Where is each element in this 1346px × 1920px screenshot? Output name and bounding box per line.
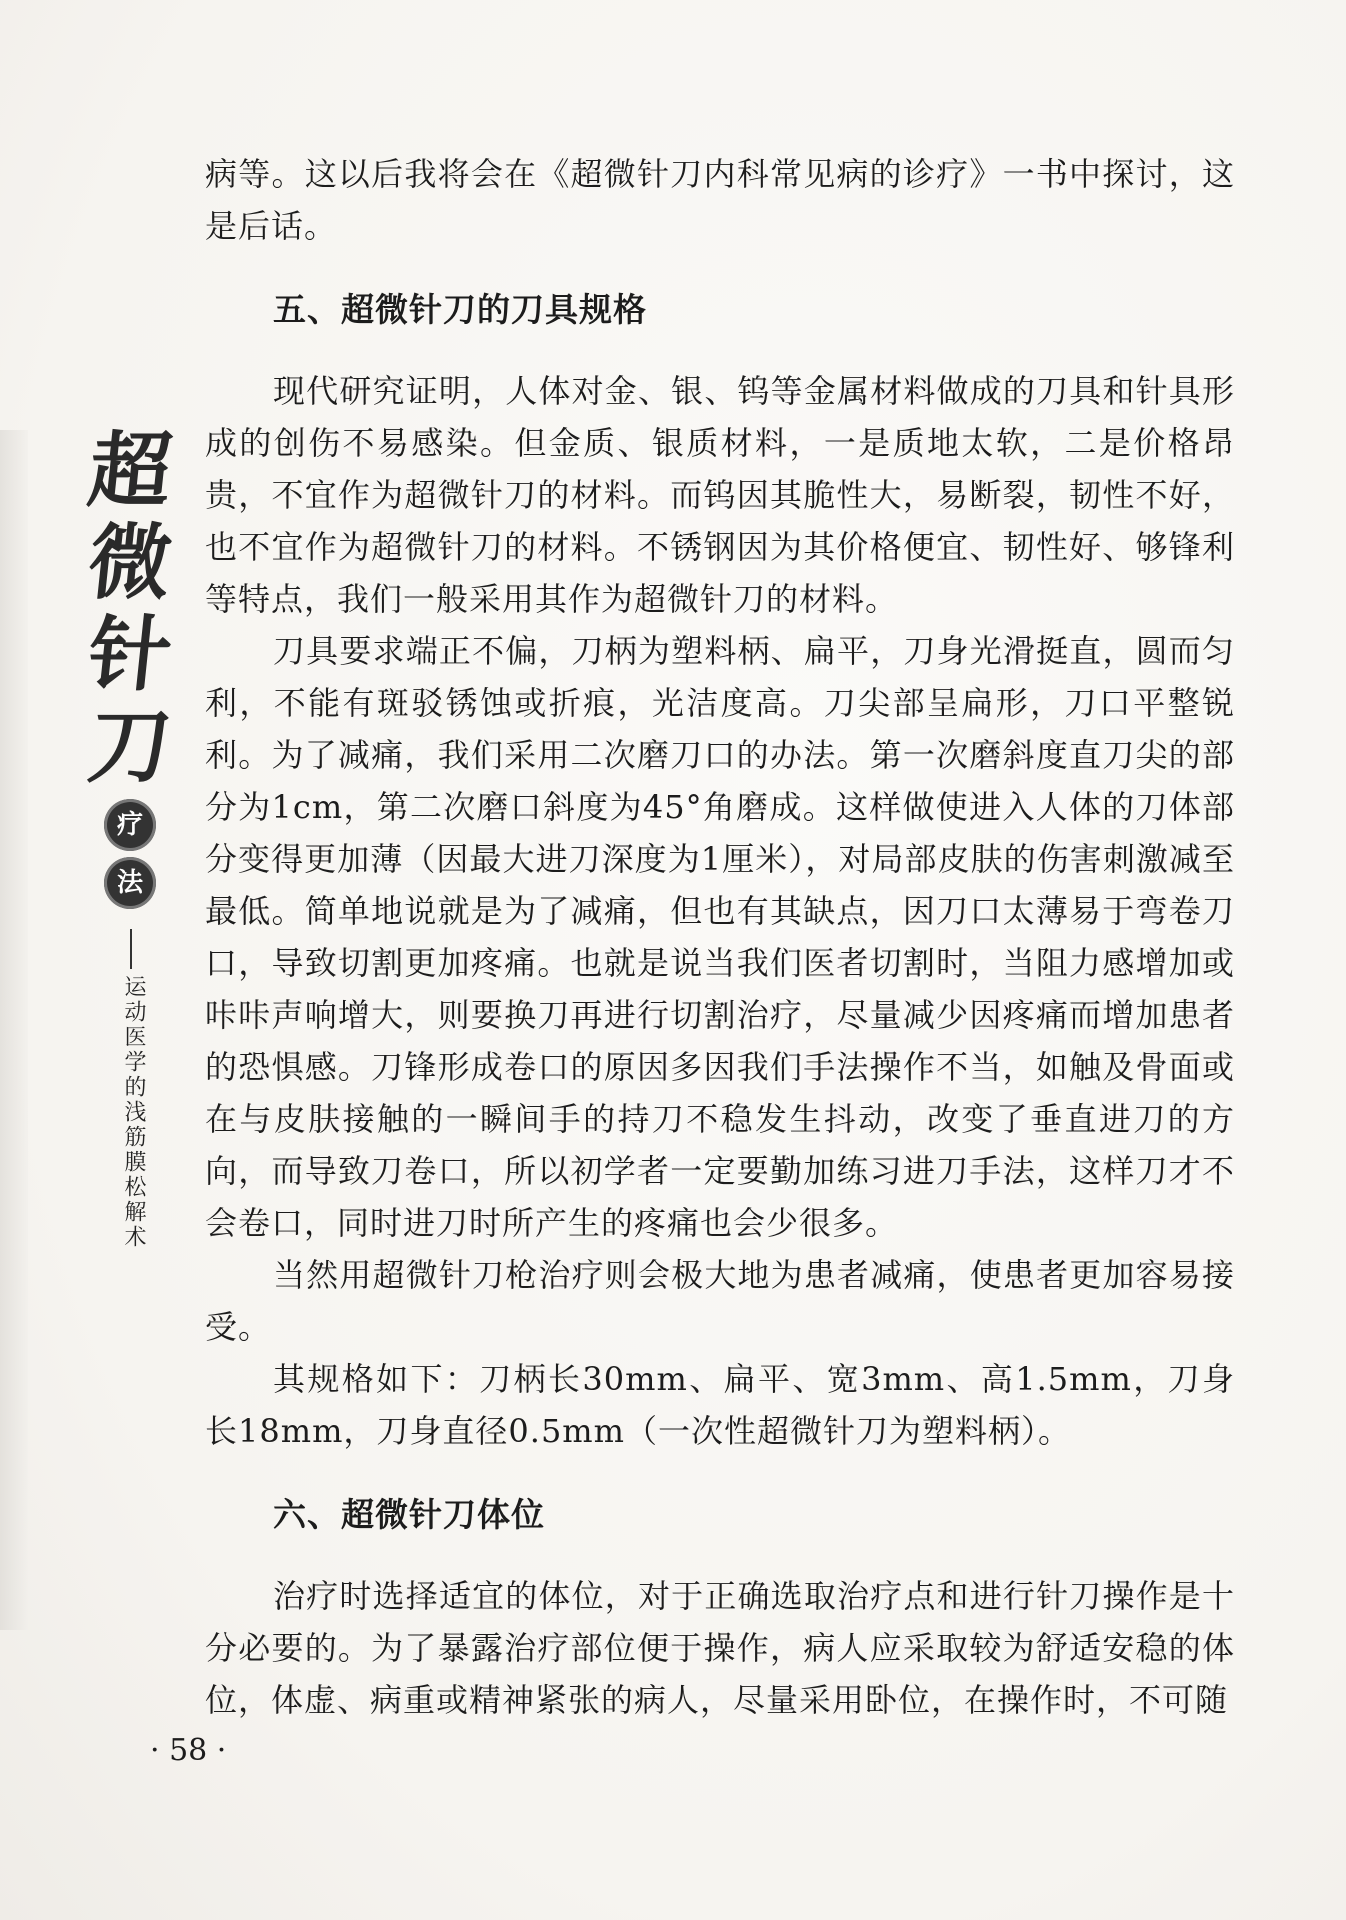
book-title-char-3: 针 <box>83 607 177 703</box>
seal-fa: 法 <box>104 857 156 909</box>
section-5-paragraph-3: 当然用超微针刀枪治疗则会极大地为患者减痛，使患者更加容易接受。 <box>205 1256 1235 1346</box>
book-title-char-4: 刀 <box>83 699 177 795</box>
seal-liao: 疗 <box>104 799 156 851</box>
book-title-char-1: 超 <box>83 423 177 519</box>
subtitle-dash <box>130 929 132 969</box>
book-subtitle <box>114 929 148 1254</box>
section-5-heading: 五、超微针刀的刀具规格 <box>273 290 647 329</box>
book-subtitle-text: 运动医学的浅筋膜松解术 <box>121 975 146 1250</box>
book-title-char-2: 微 <box>83 515 177 611</box>
section-5-paragraph-4: 其规格如下：刀柄长30mm、扁平、宽3mm、高1.5mm，刀身长18mm，刀身直径0.5mm（一次性超微针刀为塑料柄）。 <box>205 1360 1235 1450</box>
section-6-paragraph-1: 治疗时选择适宜的体位，对于正确选取治疗点和进行针刀操作是十分必要的。为了暴露治疗部位便于操作，病人应采取较为舒适安稳的体位，体虚、病重或精神紧张的病人，尽量采用卧位，在操作时，不可随 <box>205 1577 1235 1719</box>
book-spine-shadow <box>0 430 28 1630</box>
section-5-paragraph-1: 现代研究证明，人体对金、银、钨等金属材料做成的刀具和针具形成的创伤不易感染。但金质、银质材料，一是质地太软，二是价格昂贵，不宜作为超微针刀的材料。而钨因其脆性大，易断裂，韧性不好，也不宜作为超微针刀的材料。不锈钢因为其价格便宜、韧性好、够锋利等特点，我们一般采用其作为超微针刀的材料。 <box>205 372 1235 618</box>
page-body <box>205 148 1235 1726</box>
section-6-heading: 六、超微针刀体位 <box>273 1495 545 1534</box>
section-5-paragraph-2: 刀具要求端正不偏，刀柄为塑料柄、扁平，刀身光滑挺直，圆而匀利，不能有斑驳锈蚀或折痕，光洁度高。刀尖部呈扁形，刀口平整锐利。为了减痛，我们采用二次磨刀口的办法。第一次磨斜度直刀尖的部分为1cm，第二次磨口斜度为45°角磨成。这样做使进入人体的刀体部分变得更加薄（因最大进刀深度为1厘米），对局部皮肤的伤害刺激减至最低。简单地说就是为了减痛，但也有其缺点，因刀口太薄易于弯卷刀口，导致切割更加疼痛。也就是说当我们医者切割时，当阻力感增加或咔咔声响增大，则要换刀再进行切割治疗，尽量减少因疼痛而增加患者的恐惧感。刀锋形成卷口的原因多因我们手法操作不当，如触及骨面或在与皮肤接触的一瞬间手的持刀不稳发生抖动，改变了垂直进刀的方向，而导致刀卷口，所以初学者一定要勤加练习进刀手法，这样刀才不会卷口，同时进刀时所产生的疼痛也会少很多。 <box>205 632 1235 1242</box>
page-number: · 58 · <box>150 1733 227 1768</box>
intro-paragraph: 病等。这以后我将会在《超微针刀内科常见病的诊疗》一书中探讨，这是后话。 <box>205 155 1235 245</box>
book-title-vertical <box>70 425 190 1254</box>
